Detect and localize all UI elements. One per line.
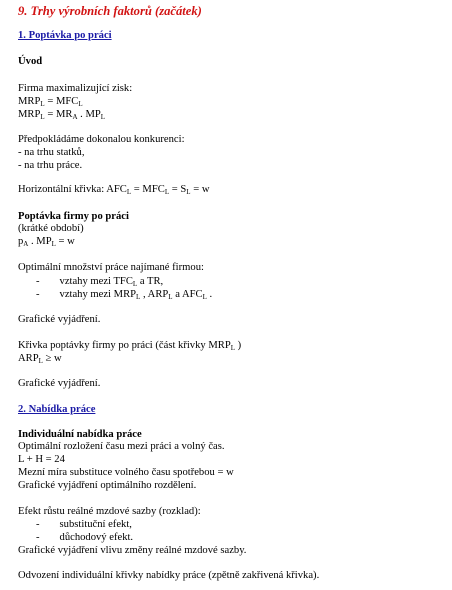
- intro-heading: Úvod: [18, 56, 43, 67]
- optimal-item: - vztahy mezi $TFC_L$ a TR,: [36, 276, 164, 288]
- assumption-line: Předpokládáme dokonalou konkurenci:: [18, 134, 185, 145]
- supply-line: Optimální rozložení času mezi práci a volný čas.: [18, 441, 225, 452]
- equation-mrp-mfc: $MRP_L = MFC_L$: [18, 96, 83, 108]
- demand-curve-line: Křivka poptávky firmy po práci (část křivky $MRP_L$ ): [18, 340, 242, 352]
- assumption-item: - na trhu statků,: [18, 147, 85, 158]
- supply-line: Grafické vyjádření optimálního rozdělení.: [18, 480, 197, 491]
- wage-effect-line: Efekt růstu reálné mzdové sazby (rozklad):: [18, 506, 201, 517]
- effect-item: - důchodový efekt.: [36, 532, 134, 543]
- effect-graphic-note: Grafické vyjádření vlivu změny reálné mzdové sazby.: [18, 545, 247, 556]
- profit-max-line: Firma maximalizující zisk:: [18, 83, 133, 94]
- graphic-note: Grafické vyjádření.: [18, 378, 101, 389]
- section-heading-labor-supply[interactable]: 2. Nabídka práce: [18, 404, 96, 415]
- supply-line: Mezní míra substituce volného času spotřebou = w: [18, 467, 234, 478]
- firm-demand-heading: Poptávka firmy po práci: [18, 211, 129, 222]
- assumption-item: - na trhu práce.: [18, 160, 83, 171]
- optimal-item: - vztahy mezi $MRP_L$ , $ARP_L$ a $AFC_L$ .: [36, 289, 213, 301]
- equation-mrp-mr-mp: $MRP_L = MR_A$ . $MP_L$: [18, 109, 106, 121]
- supply-line: L + H = 24: [18, 454, 65, 465]
- effect-item: - substituční efekt,: [36, 519, 132, 530]
- graphic-note: Grafické vyjádření.: [18, 314, 101, 325]
- demand-equation: $p_A$ . $MP_L = w$: [18, 236, 75, 248]
- derivation-line: Odvození individuální křivky nabídky práce (zpětně zakřivená křivka).: [18, 570, 320, 581]
- arp-condition: $ARP_L \ge w$: [18, 353, 62, 365]
- section-heading-labor-demand[interactable]: 1. Poptávka po práci: [18, 30, 112, 41]
- optimal-quantity-line: Optimální množství práce najímané firmou:: [18, 262, 204, 273]
- short-run-note: (krátké období): [18, 223, 84, 234]
- horizontal-curve-line: Horizontální křivka: $AFC_L = MFC_L = S_L = w$: [18, 184, 210, 196]
- individual-supply-heading: Individuální nabídka práce: [18, 429, 142, 440]
- page-title: 9. Trhy výrobních faktorů (začátek): [18, 4, 202, 18]
